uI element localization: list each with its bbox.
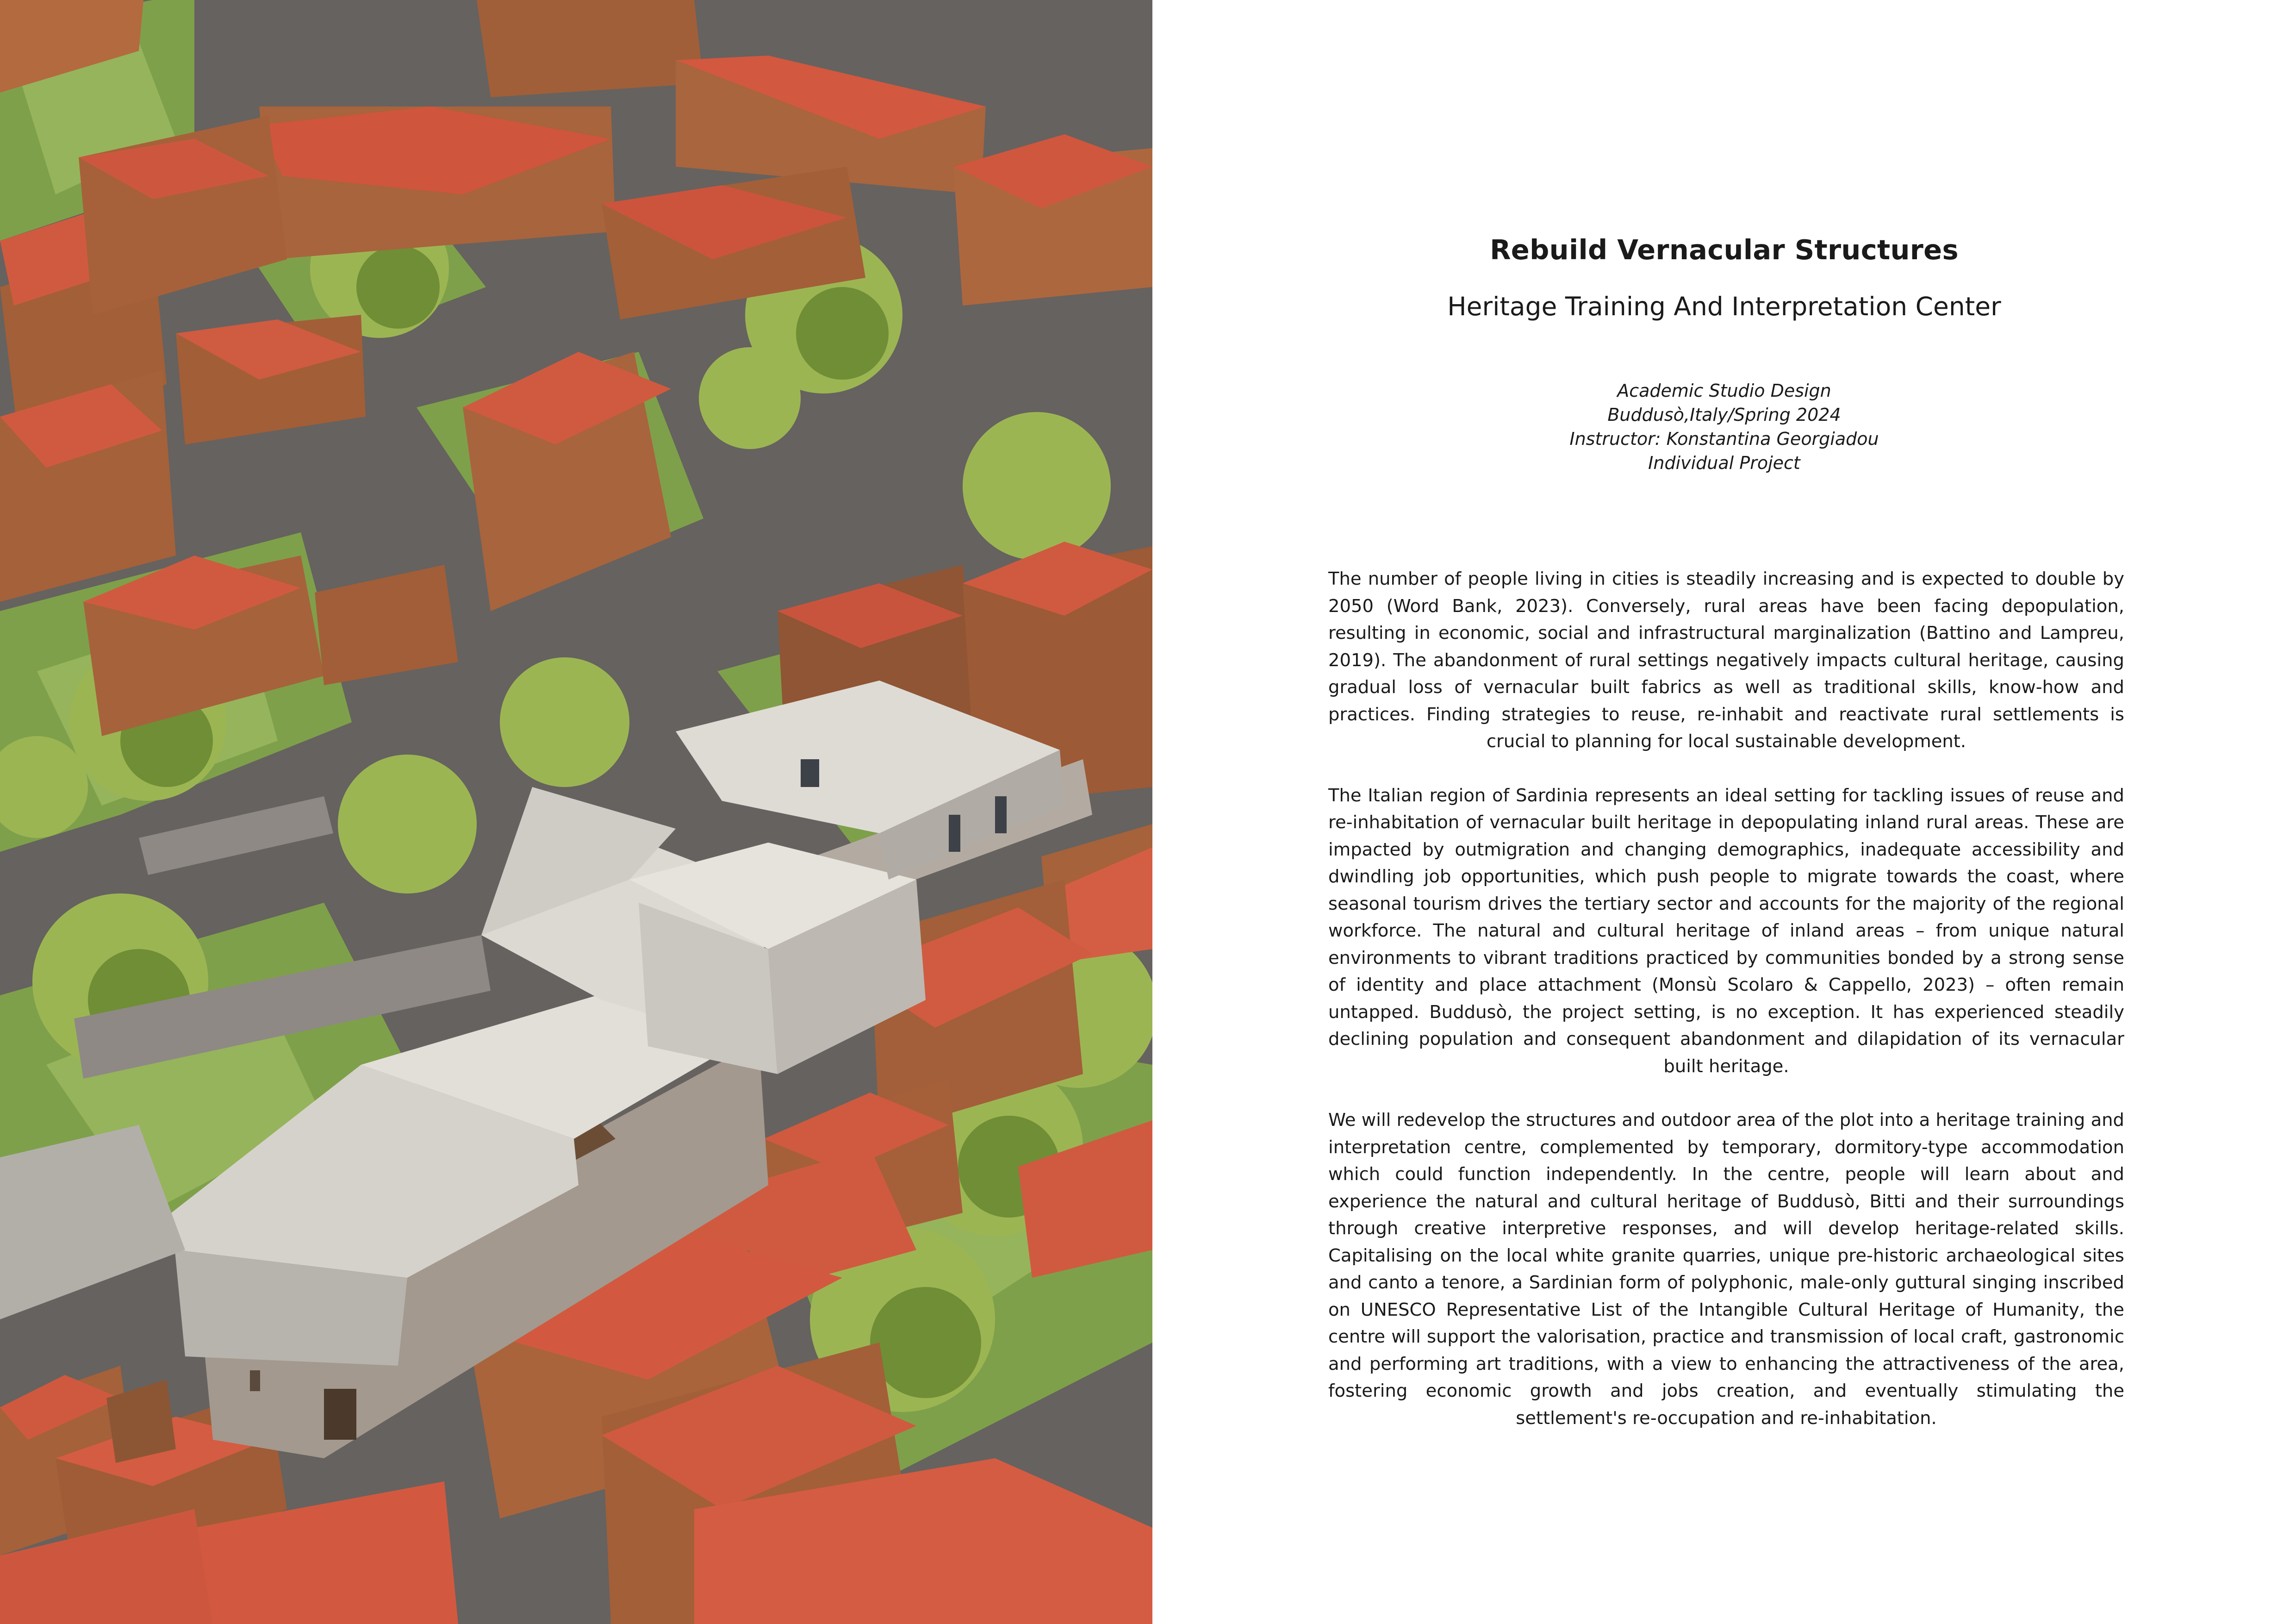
page-subtitle: Heritage Training And Interpretation Center [1447, 292, 2001, 321]
meta-location: Buddusò,Italy/Spring 2024 [1607, 405, 1841, 425]
body-text [1328, 566, 2124, 1459]
page-title: Rebuild Vernacular Structures [1490, 234, 1959, 266]
meta-project-type: Individual Project [1648, 453, 1800, 473]
paragraph: The number of people living in cities is steadily increasing and is expected to double by 2050 (Word Bank, 2023). Conversely, rural areas have been facing depopulation, resulting in economic, social and infrastructural marginalization (Battino and Lampreu, 2019). The abandonment of rural settings negatively impacts cultural heritage, causing gradual loss of vernacular built fabrics as well as traditional skills, know-how and practices. Finding strategies to reuse, re-inhabit and reactivate rural settlements is crucial to planning for local sustainable development. [1328, 568, 2124, 752]
meta-studio: Academic Studio Design [1617, 381, 1831, 401]
paragraph: The Italian region of Sardinia represents an ideal setting for tackling issues of reuse and re-inhabitation of vernacular built heritage in depopulating inland rural areas. These are impacted by outmigration and changing demographics, inadequate accessibility and dwindling job opportunities, which push people to migrate towards the coast, where seasonal tourism drives the tertiary sector and accounts for the majority of the regional workforce. The natural and cultural heritage of inland areas – from unique natural environments to vibrant traditions practiced by communities bonded by a strong sense of identity and place attachment (Monsù Scolaro & Cappello, 2023) – often remain untapped. Buddusò, the project setting, is no exception. It has experienced steadily declining population and consequent abandonment and dilapidation of its vernacular built heritage. [1328, 785, 2124, 1077]
meta-instructor: Instructor: Konstantina Georgiadou [1569, 429, 1879, 449]
project-meta [1152, 379, 2296, 475]
paragraph: We will redevelop the structures and outdoor area of the plot into a heritage training and interpretation centre, complemented by temporary, dormitory-type accommodation which could function independently. In the centre, people will learn about and experience the natural and cultural heritage of Buddusò, Bitti and their surroundings through creative interpretive responses, and will develop heritage-related skills. Capitalising on the local white granite quarries, unique pre-historic archaeological sites and canto a tenore, a Sardinian form of polyphonic, male-only guttural singing inscribed on UNESCO Representative List of the Intangible Cultural Heritage of Humanity, the centre will support the valorisation, practice and transmission of local craft, gastronomic and performing art traditions, with a view to enhancing the attractiveness of the area, fostering economic growth and jobs creation, and eventually stimulating the settlement's re-occupation and re-inhabitation. [1328, 1110, 2124, 1429]
text-page [1152, 0, 2296, 1624]
